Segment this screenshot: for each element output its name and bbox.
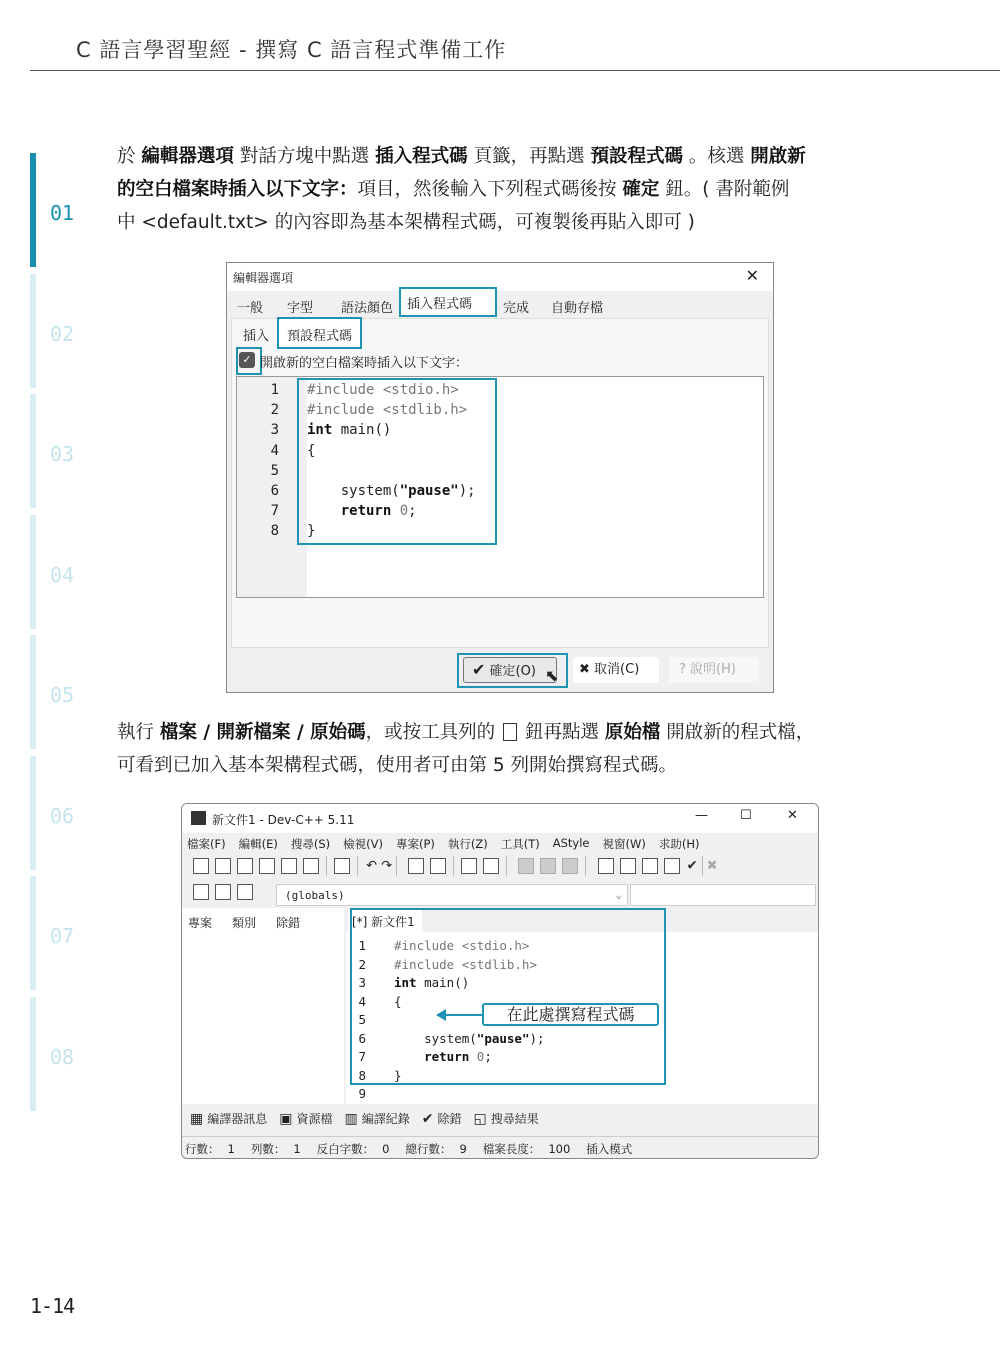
tab-1[interactable]: 字型: [287, 301, 314, 316]
text-segment: 開啟新的程式檔，: [660, 722, 815, 743]
save-icon[interactable]: [237, 858, 253, 874]
bottom-tab-3[interactable]: [422, 1110, 462, 1127]
bottom-tab-4[interactable]: [474, 1110, 539, 1127]
chapter-tab-01[interactable]: 01: [50, 201, 75, 225]
bookmark-icon: [518, 858, 534, 874]
bold-term: 插入程式碼: [375, 146, 468, 167]
new-file-icon[interactable]: [193, 858, 209, 874]
menu-item-7[interactable]: AStyle: [552, 836, 590, 850]
bottom-tab-2[interactable]: [345, 1110, 410, 1127]
goto-bookmark-icon[interactable]: [237, 884, 253, 900]
class-toolbar: [190, 884, 256, 900]
line-number: 9: [358, 1086, 366, 1101]
code-token: ;: [484, 1049, 492, 1064]
code-token: main(): [332, 422, 392, 439]
code-token: #include <stdlib.h>: [307, 402, 468, 419]
text-line: [117, 206, 806, 239]
tab-label: 編譯紀錄: [361, 1112, 410, 1126]
print-icon[interactable]: [334, 858, 350, 874]
line-number: 7: [358, 1049, 366, 1064]
title-bar: [227, 263, 773, 291]
text-line: [117, 173, 806, 206]
status-key: 插入模式: [586, 1142, 633, 1156]
help-label: 說明(H): [690, 662, 736, 677]
indent-icon[interactable]: [461, 858, 477, 874]
line-number: 5: [270, 462, 279, 479]
text-line: [117, 749, 814, 782]
tab-5[interactable]: 自動存檔: [551, 301, 604, 316]
code-token: 0: [469, 1049, 485, 1064]
text-segment: 。核選: [682, 146, 751, 167]
unindent-icon[interactable]: [483, 858, 499, 874]
rebuild-icon[interactable]: [664, 858, 680, 874]
bold-term: 的空白檔案時插入以下文字：: [117, 179, 358, 200]
menu-item-4[interactable]: 專案(P): [395, 837, 435, 851]
code-token: #include <stdio.h>: [394, 938, 530, 953]
status-field: [251, 1141, 301, 1157]
status-field: [185, 1141, 235, 1157]
undo-icon[interactable]: ↶: [366, 858, 378, 874]
text-segment: 鈕再點選: [519, 722, 605, 743]
stop-icon: ✖: [706, 858, 718, 874]
status-value: 100: [548, 1142, 571, 1156]
close-all-icon[interactable]: [303, 858, 319, 874]
main-toolbar: [190, 856, 717, 880]
checkbox-label: 開啟新的空白檔案時插入以下文字：: [260, 356, 469, 371]
editor-options-dialog: [226, 262, 774, 693]
bold-term: 編輯器選項: [141, 146, 234, 167]
tab-icon: ▥: [344, 1111, 358, 1127]
line-number: 6: [270, 482, 279, 499]
subtab-0[interactable]: 插入: [243, 329, 270, 344]
text-segment: 中 <default.txt> 的內容即為基本架構程式碼，可複製後再貼入即可 ): [117, 212, 695, 233]
status-value: 1: [293, 1142, 301, 1156]
menu-item-1[interactable]: 編輯(E): [238, 837, 278, 851]
text-segment: 項目，然後輸入下列程式碼後按: [357, 179, 623, 200]
insert-icon[interactable]: [193, 884, 209, 900]
bold-term: 檔案 / 開新檔案 / 原始碼: [159, 722, 366, 743]
code-token: system(: [307, 482, 400, 499]
chapter-tab-bar: [30, 997, 36, 1111]
status-field: [586, 1141, 640, 1157]
bottom-tab-1[interactable]: [279, 1110, 332, 1127]
find-icon[interactable]: [408, 858, 424, 874]
function-dropdown[interactable]: [630, 884, 816, 906]
scope-value: (globals): [285, 889, 345, 902]
chapter-tab-bar: [30, 274, 36, 388]
menu-item-3[interactable]: 檢視(V): [343, 837, 383, 851]
line-number: 7: [270, 503, 279, 520]
code-token: {: [307, 442, 316, 459]
scope-dropdown[interactable]: [276, 884, 628, 906]
line-number: 3: [358, 975, 366, 990]
open-icon[interactable]: [215, 858, 231, 874]
project-panel: [182, 908, 344, 1104]
tab-icon: ▦: [190, 1111, 204, 1127]
status-field: [405, 1141, 466, 1157]
menu-item-9[interactable]: 求助(H): [658, 837, 700, 851]
code-token: system(: [394, 1030, 477, 1046]
line-number: 1: [270, 382, 279, 398]
subtab-1[interactable]: 預設程式碼: [277, 317, 362, 349]
goto-icon: [540, 858, 556, 874]
chapter-tab-bar: [30, 756, 36, 870]
chapter-tab-04[interactable]: 04: [50, 562, 75, 587]
code-token: );: [529, 1030, 545, 1046]
code-token: return: [307, 503, 392, 520]
code-token: main(): [416, 975, 470, 990]
bold-term: 確定: [622, 179, 660, 200]
line-number: 2: [358, 956, 366, 972]
toggle-icon: [562, 858, 578, 874]
code-token: );: [458, 482, 476, 499]
status-value: 9: [459, 1142, 467, 1156]
line-number: 4: [270, 442, 279, 459]
code-token: int: [394, 975, 417, 990]
devcpp-window: [181, 803, 819, 1159]
x-icon: ✖: [579, 662, 590, 677]
checkbox-insert-text[interactable]: ✓: [239, 352, 255, 368]
title-bar: [182, 804, 818, 833]
tab-0[interactable]: 一般: [237, 301, 264, 316]
mouse-cursor-icon: ⬉: [545, 666, 559, 685]
tab-3[interactable]: 插入程式碼: [399, 287, 497, 317]
line-number: 1: [358, 938, 366, 953]
chapter-tab-06[interactable]: 06: [50, 803, 75, 828]
code-token: {: [394, 993, 402, 1009]
question-icon: ?: [679, 662, 686, 677]
code-token: "pause": [476, 1030, 530, 1046]
code-token: return: [394, 1049, 470, 1064]
editor-tab[interactable]: [*] 新文件1: [348, 910, 422, 932]
help-button: [669, 657, 759, 683]
line-number: 4: [358, 993, 366, 1009]
menu-item-5[interactable]: 執行(Z): [447, 837, 488, 851]
chapter-tab-05[interactable]: 05: [50, 683, 75, 707]
text-segment: 頁籤，再點選: [467, 146, 591, 167]
close-icon[interactable]: ✕: [787, 808, 798, 823]
header-rule: [30, 70, 1000, 71]
checkbox-highlight: [236, 347, 262, 375]
line-number: 8: [270, 523, 279, 540]
status-key: 列數：: [250, 1142, 286, 1156]
status-key: 檔案長度：: [482, 1142, 541, 1156]
new-file-icon: [503, 723, 517, 741]
tab-label: 除錯: [437, 1112, 462, 1126]
chapter-tab-bar: [30, 394, 36, 508]
code-highlight: [297, 378, 497, 545]
replace-icon[interactable]: [430, 858, 446, 874]
cancel-label: 取消(C): [594, 662, 640, 677]
editor-highlight: [350, 908, 666, 1085]
line-number: 3: [270, 422, 279, 439]
bold-term: 開啟新: [750, 146, 806, 167]
step1-text: [117, 140, 806, 239]
syntax-check-icon[interactable]: ✔: [686, 858, 698, 874]
cancel-button[interactable]: [573, 657, 659, 683]
toggle-bookmark-icon[interactable]: [215, 884, 231, 900]
code-token: int: [307, 422, 333, 439]
bold-term: 原始檔: [604, 722, 661, 743]
step2-text: [117, 716, 814, 782]
code-token: ;: [408, 503, 417, 520]
left-tab-2[interactable]: 除錯: [276, 916, 301, 930]
tab-2[interactable]: 語法顏色: [341, 301, 394, 316]
code-token: "pause": [399, 482, 459, 499]
text-line: [117, 140, 806, 173]
bold-term: 預設程式碼: [590, 146, 683, 167]
left-panel-tabs: [188, 914, 300, 931]
text-segment: 鈕。( 書附範例: [659, 179, 790, 200]
text-segment: 對話方塊中點選: [233, 146, 376, 167]
save-all-icon[interactable]: [259, 858, 275, 874]
code-token: }: [307, 523, 316, 540]
compile-run-icon[interactable]: [642, 858, 658, 874]
chapter-tab-bar: [30, 876, 36, 990]
chapter-tab-03[interactable]: 03: [50, 442, 75, 466]
status-value: 1: [227, 1142, 235, 1156]
maximize-icon[interactable]: ☐: [740, 808, 752, 823]
close-icon[interactable]: ✕: [745, 266, 759, 285]
redo-icon[interactable]: ↷: [381, 858, 393, 874]
code-token: #include <stdio.h>: [307, 382, 459, 398]
page-number: 1-14: [30, 1294, 75, 1318]
status-key: 行數：: [185, 1142, 220, 1156]
tab-label: 編譯器訊息: [207, 1112, 268, 1126]
text-segment: 可看到已加入基本架構程式碼，使用者可由第 5 列開始撰寫程式碼。: [117, 755, 678, 776]
chapter-tab-bar: [30, 515, 36, 629]
chapter-tab-02[interactable]: 02: [50, 321, 75, 346]
line-number: 2: [270, 402, 279, 419]
tab-4[interactable]: 完成: [503, 301, 530, 316]
tab-icon: ◱: [473, 1111, 487, 1127]
tab-icon: ✔: [421, 1111, 434, 1127]
chapter-tab-08[interactable]: 08: [50, 1044, 75, 1069]
status-key: 總行數：: [405, 1142, 452, 1156]
code-line: [346, 1085, 816, 1104]
tab-icon: ▣: [279, 1111, 293, 1127]
code-token: 0: [391, 503, 409, 520]
run-icon[interactable]: [620, 858, 636, 874]
ok-highlight: [457, 653, 568, 688]
text-segment: 執行: [117, 722, 160, 743]
menu-bar: [187, 836, 699, 852]
compile-icon[interactable]: [598, 858, 614, 874]
running-header: C 語言學習聖經 - 撰寫 C 語言程式準備工作: [76, 38, 507, 62]
left-tab-1[interactable]: 類別: [232, 916, 257, 930]
chapter-tab-bar: [30, 635, 36, 749]
window-title: 新文件1 - Dev-C++ 5.11: [212, 813, 355, 827]
chapter-tab-bar: [30, 153, 36, 267]
status-field: [483, 1141, 570, 1157]
line-number: 6: [358, 1030, 366, 1046]
code-token: }: [394, 1067, 402, 1083]
code-token: #include <stdlib.h>: [394, 956, 537, 972]
close-file-icon[interactable]: [281, 858, 297, 874]
tab-label: 資源檔: [296, 1112, 333, 1126]
bottom-tabs: [190, 1110, 539, 1127]
menu-item-6[interactable]: 工具(T): [500, 837, 540, 851]
chevron-down-icon: ⌄: [615, 888, 622, 901]
text-line: [117, 716, 814, 749]
ok-label: 確定(O): [489, 664, 536, 679]
menu-item-0[interactable]: 檔案(F): [187, 837, 226, 851]
subtab-bar: [235, 321, 362, 347]
check-icon: ✔: [472, 660, 486, 679]
status-key: 反白字數：: [316, 1142, 375, 1156]
minimize-icon[interactable]: —: [695, 808, 708, 823]
chapter-tab-07[interactable]: 07: [50, 924, 75, 948]
status-bar: [182, 1136, 818, 1159]
line-number: 8: [358, 1067, 366, 1083]
bottom-tab-0[interactable]: [190, 1110, 267, 1127]
menu-item-8[interactable]: 視窗(W): [602, 837, 646, 851]
app-icon: [191, 811, 206, 825]
menu-item-2[interactable]: 搜尋(S): [290, 837, 331, 851]
status-field: [317, 1141, 390, 1157]
status-value: 0: [382, 1142, 390, 1156]
text-segment: 於: [117, 146, 142, 167]
left-tab-0[interactable]: 專案: [188, 916, 213, 930]
arrow-head-icon: [436, 1009, 446, 1021]
dialog-title: 編輯器選項: [233, 271, 294, 285]
line-number: 5: [358, 1012, 366, 1027]
tab-bar: [231, 293, 615, 319]
callout-label: 在此處撰寫程式碼: [482, 1003, 659, 1026]
tab-label: 搜尋結果: [490, 1112, 539, 1126]
text-segment: ，或按工具列的: [365, 722, 502, 743]
